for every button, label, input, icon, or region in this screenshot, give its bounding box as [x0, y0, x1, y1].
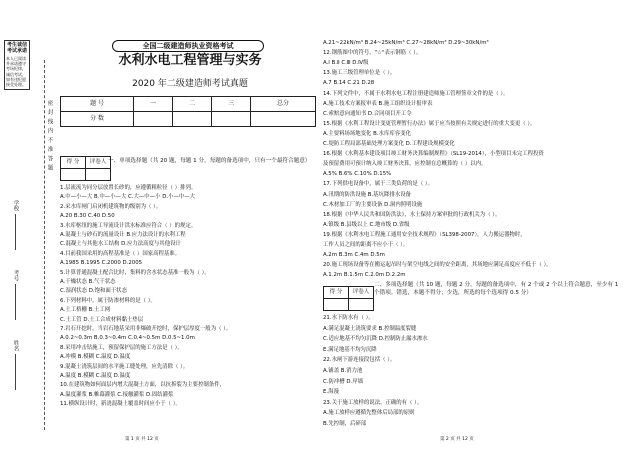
score-header-cell: 题 号 — [61, 97, 134, 112]
section1-title: 一、单项选择题（共 20 题，每题 1 分，每题的备选项中，只有一个最符合题意） — [108, 158, 311, 164]
id-label: 考号 — [12, 270, 19, 281]
score-cell[interactable] — [134, 112, 173, 127]
question-line: 20.施工现场设备等在搬运起吊时与架空电线之间的安全距离，其场地应满足高度应不低于（ ）。 — [323, 262, 552, 269]
question-line: C.防冲槽 D.岸墙 — [323, 378, 364, 385]
question-line: A.0.2~0.3m B.0.3~0.4m C.0.4~0.5m D.0.5~1.0m — [60, 335, 195, 342]
question-line: A.21~22kN/m³ B.24~25kN/m³ C.27~28kN/m³ D.29~30kN/m³ — [323, 40, 489, 46]
question-line: C.堤防工程局部基础处理方案变化 D.工程建设规模变化 — [323, 141, 455, 147]
question-line: 15.根据《水利工程设计变更管理暂行办法》属于应当按照有关规定进行的重大变更（ ）。 — [323, 120, 536, 127]
question-line: C.土工管 D.土工合成材料黏土垫层 — [60, 316, 144, 323]
question-line: 1.层流流为同分层放置长砂的，应遵循粗粒径（ ）排列。 — [60, 185, 197, 191]
grader-reviewer-label: 评卷人 — [349, 287, 374, 299]
question-line: C.适应地基不均匀沉降 D.控制防止漏水渗水 — [323, 336, 428, 343]
question-line: A.施工技术方案报审表 B.施工组织设计报审表 — [323, 100, 433, 107]
binding-margin — [0, 0, 56, 450]
question-line: B.先控制，后碎部 — [323, 421, 367, 427]
question-line: A.冲模 B.模糊 C.温度 D.温度 — [60, 354, 131, 361]
exam-badge: 全国二级建造师执业资格考试 — [112, 40, 264, 52]
question-line: A.施工放样应遵循先整体后局部的原则 — [323, 410, 415, 417]
grader-box-1 — [60, 156, 111, 181]
question-line: 7.岩石开挖时，当岩石地基采用非爆破开挖时，保护层厚度一般为（ ）。 — [60, 326, 232, 332]
school-field[interactable] — [12, 200, 18, 250]
score-cell[interactable] — [212, 112, 251, 127]
question-line: A.满足混凝土浇筑要求 B.控制温度裂缝 — [323, 325, 417, 332]
notice-body: 本人已阅读并承诺遵守考场纪律，诚信考试，如有违纪愿接受处理。 — [6, 56, 26, 87]
question-line: 16.根据《水利基本建设项目竣工财务决算编制规程》（SL19-2014），小型项目未完工程投资 — [323, 151, 544, 158]
question-line: E.满足地基不均匀沉降 — [323, 346, 377, 353]
question-line: 4.目前我国采用的高程基准是（ ）国家高程基准。 — [60, 250, 181, 257]
page-footer-right: 第 2 页 共 12 页 — [440, 437, 474, 442]
score-table — [60, 96, 316, 127]
section2-title: 二、多项选择题（共 10 题，每题 2 分，每题的备选项中，有 2 个或 2 个以上符合题意，至少有 1 个错项。错选，本题不得分；少选，所选的每个选项得 0.5 分） — [374, 282, 619, 296]
grader-reviewer-cell[interactable] — [86, 169, 111, 181]
grader-reviewer-label: 评卷人 — [86, 157, 111, 169]
score-cell[interactable] — [173, 112, 212, 127]
grader-score-cell[interactable] — [324, 299, 349, 311]
question-line: 5.计算普通混凝土配合比时，集料的含水状态基准一般为（ ）。 — [60, 269, 210, 276]
notice-title: 考生诚信考试承诺 — [6, 42, 27, 54]
question-line: 21.水下防水有（ ）。 — [323, 315, 374, 321]
question-line: 14.下列文件中，不属于水利水电工程注册建造师施工管理签章文件的是（ ）。 — [323, 90, 509, 97]
question-line: A.1985 B.1995 C.2000 D.2005 — [60, 260, 143, 267]
id-field[interactable] — [12, 270, 18, 320]
question-line: 12.钢筋图中的符号，"☆"表示钢筋（ ）。 — [323, 50, 422, 57]
question-line: A.20 B.30 C.40 D.50 — [60, 213, 115, 220]
question-line: C.索赔意向通知书 D.合同项目开工令 — [323, 110, 412, 117]
score-cell[interactable] — [251, 112, 316, 127]
question-line: 2.采水库闸门启闭机建筑物的级别为（ ）。 — [60, 203, 162, 210]
grader-box-2 — [323, 286, 374, 311]
question-line: 18.根据《中华人民共和国防洪法》，水土保持方案审批的行政机关为（ ）。 — [323, 211, 501, 218]
question-line: 17.下列供电设备中，属于三类负荷的是（ ）。 — [323, 181, 434, 188]
question-line: A.7 B.14 C.21 D.28 — [323, 80, 375, 87]
question-line: A.温度灌浆 B.帷幕灌浆 C.接触灌浆 D.固结灌浆 — [60, 391, 174, 398]
question-line: C.湿润状态 D.饱和面干状态 — [60, 288, 127, 295]
question-line: 13.施工三级管理单位是（ ）。 — [323, 70, 396, 77]
page-footer-left: 第 1 页 共 12 页 — [125, 437, 159, 442]
question-line: 3.水库枢纽的施工导流设计洪水标准应符合（ ）的规定。 — [60, 222, 197, 229]
name-field[interactable] — [12, 340, 18, 390]
question-line: 6.下列材料中，属于防渗材料的是（ ）。 — [60, 297, 156, 304]
question-line: A.主要料场场地变化 B.水库库容变化 — [323, 130, 411, 137]
question-line: 19.根据《水利水电工程施工通用安全技术规程》（SL398-2007），人力搬运器物时， — [323, 231, 526, 238]
question-line: C.木材加工厂的主要设备 D.洞内照明设施 — [323, 201, 423, 208]
score-header-cell: 总分 — [251, 97, 316, 112]
grader-score-label: 得 分 — [61, 157, 86, 169]
score-header-cell: 二 — [173, 97, 212, 112]
exam-title: 2020 年二级建造师考试真题 — [132, 79, 248, 89]
question-line: A.2m B.3m C.4m D.5m — [323, 252, 385, 259]
subject-title: 水利水电工程管理与实务 — [118, 53, 262, 68]
question-line: A.混凝土与砂石的流量设计 B.应力法设计的水利工程 — [60, 232, 186, 238]
grader-reviewer-cell[interactable] — [349, 299, 374, 311]
question-line: A.汛期的防洪设施 B.基坑降排水设备 — [323, 191, 411, 198]
grader-score-label: 得 分 — [324, 287, 349, 299]
question-line: A.镇级 B.县级以上 C.地市级 D.省级 — [323, 221, 410, 228]
name-label: 姓名 — [12, 340, 19, 351]
question-line: 8.采用冲击钻施工，预留保护层的施工方法是（ ）。 — [60, 344, 183, 351]
score-header-cell: 三 — [212, 97, 251, 112]
question-line: C.混凝土与其他水工结构 D.应力法高度与其他设计 — [60, 241, 181, 248]
question-line: A.铺盖 B.消力池 — [323, 368, 363, 374]
question-line: A.土工格栅 B.土工网 — [60, 307, 111, 314]
question-line: A.1.2m B.1.5m C.2.0m D.2.2m — [323, 272, 406, 279]
question-line: 9.混凝土浇筑层间的水平施工缝处理，应先清除（ ）。 — [60, 363, 189, 370]
question-line: 及预留费用可预计纳入竣工财务决算，应控制在总概算的（ ）以内。 — [323, 161, 487, 168]
score-row-label: 分 数 — [61, 112, 134, 127]
grader-score-cell[interactable] — [61, 169, 86, 181]
question-line: 11.横纵设计时，新浇混凝土覆盖时间应小于（ ）。 — [60, 401, 181, 408]
score-header-cell: 一 — [134, 97, 173, 112]
question-line: 工作人员之间的距离不应小于（ ）。 — [323, 242, 409, 248]
question-line: A.Ⅰ B.Ⅱ C.Ⅲ D.Ⅳ级 — [323, 60, 369, 67]
question-line: A.5% B.6% C.10% D.15% — [323, 171, 392, 178]
question-line: A.温度 B.模糊 C.温度 D.温度 — [60, 373, 131, 379]
school-label: 学校 — [12, 200, 19, 211]
question-line: 23.关于施工放样的说法，正确的有（ ）。 — [323, 399, 423, 406]
honesty-notice — [4, 40, 30, 90]
seal-line — [44, 60, 45, 430]
question-line: 22.水闸下游连接段包括（ ）。 — [323, 357, 396, 364]
question-line: A.干燥状态 B.气干状态 — [60, 279, 116, 285]
question-line: 10.在建筑物如何面层内增大混凝土方面，以抗拆裂为主要控制条件， — [60, 382, 225, 389]
question-line: A.中—小—大 B.中—小—大 C.大—中—小 D.小—中—大 — [60, 194, 196, 201]
question-line: E.海漫 — [323, 389, 339, 396]
seal-line-text: 密 封 线 内 不 准 答 题 — [46, 100, 53, 172]
